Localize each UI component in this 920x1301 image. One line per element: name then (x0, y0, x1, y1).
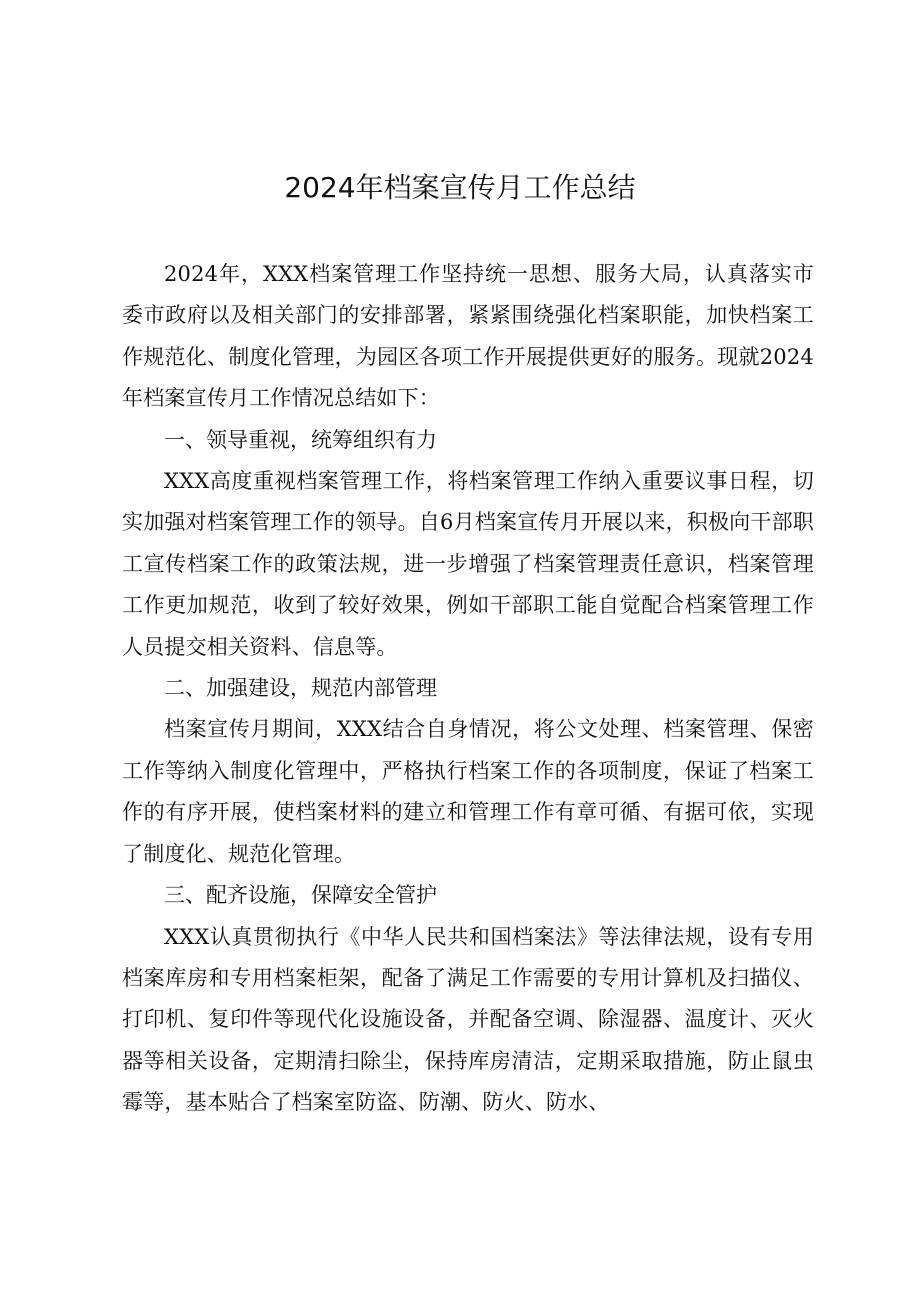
document-title: 2024年档案宣传月工作总结 (284, 171, 636, 204)
section-heading-2: 二、加强建设，规范内部管理 (164, 676, 437, 701)
intro-paragraph: 2024年，XXX档案管理工作坚持统一思想、服务大局，认真落实市委市政府以及相关部门的安排部署，紧紧围绕强化档案职能，加快档案工作规范化、制度化管理，为园区各项工作开展提供更好的服务。现就2024年档案宣传月工作情况总结如下： (122, 262, 814, 411)
section-heading-1: 一、领导重视，统筹组织有力 (164, 427, 437, 452)
section-heading-3: 三、配齐设施，保障安全管护 (164, 883, 437, 908)
section-paragraph-3: XXX认真贯彻执行《中华人民共和国档案法》等法律法规，设有专用档案库房和专用档案柜架，配备了满足工作需要的专用计算机及扫描仪、打印机、复印件等现代化设施设备，并配备空调、除湿器、温度计、灭火器等相关设备，定期清扫除尘，保持库房清洁，定期采取措施，防止鼠虫霉等，基本贴合了档案室防盗、防潮、防火、防水、 (122, 924, 814, 1115)
section-paragraph-2: 档案宣传月期间，XXX结合自身情况，将公文处理、档案管理、保密工作等纳入制度化管理中，严格执行档案工作的各项制度，保证了档案工作的有序开展，使档案材料的建立和管理工作有章可循、有据可依，实现了制度化、规范化管理。 (122, 717, 814, 866)
document-body (122, 254, 814, 1124)
section-paragraph-1: XXX高度重视档案管理工作，将档案管理工作纳入重要议事日程，切实加强对档案管理工作的领导。自6月档案宣传月开展以来，积极向干部职工宣传档案工作的政策法规，进一步增强了档案管理责任意识，档案管理工作更加规范，收到了较好效果，例如干部职工能自觉配合档案管理工作人员提交相关资料、信息等。 (122, 469, 814, 659)
